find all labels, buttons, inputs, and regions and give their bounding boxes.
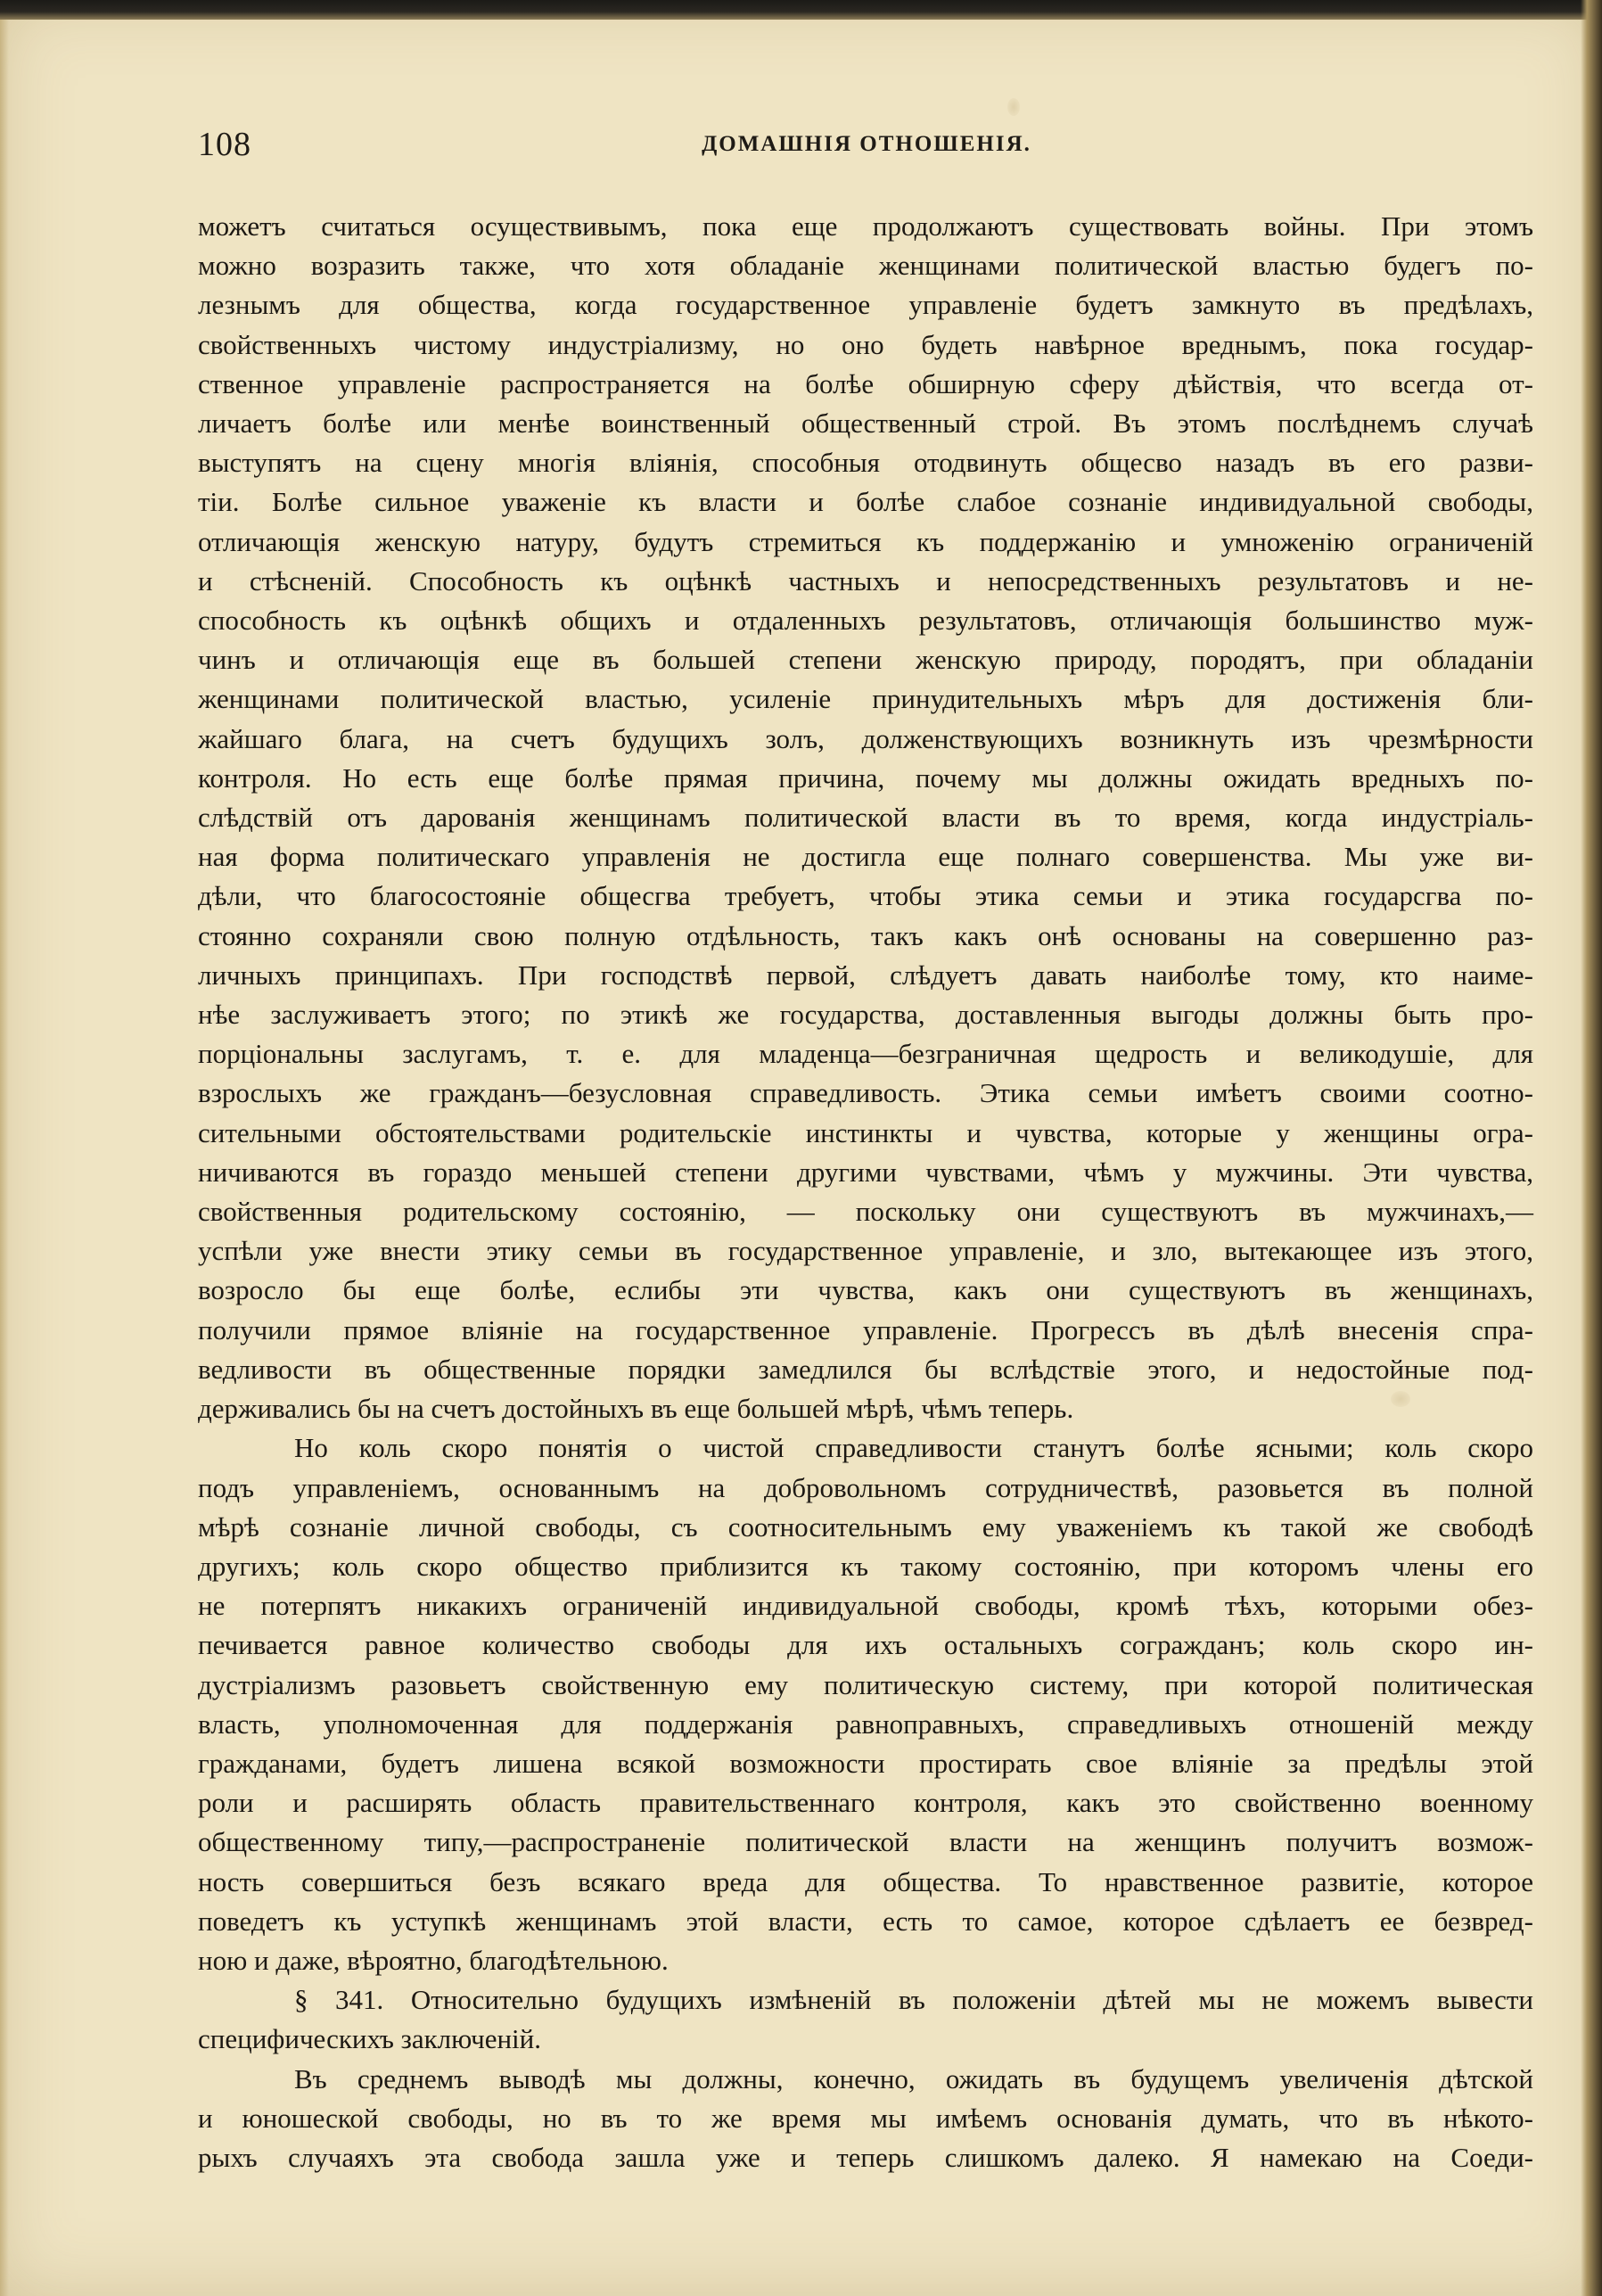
page-right-edge: [1581, 0, 1602, 2296]
text-line: специфическихъ заключеній.: [198, 2023, 542, 2055]
text-line: выступятъ на сцену многія вліянія, способныя отодвинуть общесво назадъ въ его разви-: [198, 447, 1533, 479]
text-line: стоянно сохраняли свою полную отдѣльность, такъ какъ онѣ основаны на совершенно раз-: [198, 919, 1533, 951]
text-line: тіи. Болѣе сильное уваженіе къ власти и болѣе слабое сознаніе индивидуальной свободы,: [198, 486, 1533, 518]
text-line: ность совершиться безъ всякаго вреда для общества. То нравственное развитіе, которое: [198, 1865, 1533, 1897]
text-line: личаетъ болѣе или менѣе воинственный общественный строй. Въ этомъ послѣднемъ случаѣ: [198, 407, 1533, 440]
text-line: лезнымъ для общества, когда государственное управленіе будетъ замкнуто въ предѣлахъ,: [198, 289, 1533, 321]
text-line: не потерпятъ никакихъ ограниченій индивидуальной свободы, кромѣ тѣхъ, которыми обез-: [198, 1590, 1533, 1622]
text-line: свойственныхъ чистому индустріализму, но оно будеть навѣрное вреднымъ, пока государ-: [198, 328, 1533, 360]
text-line: свойственныя родительскому состоянію, — поскольку они существуютъ въ мужчинахъ,—: [198, 1196, 1533, 1228]
page-top-edge: [0, 0, 1602, 20]
text-line: нѣе заслуживаетъ этого; по этикѣ же государства, доставленныя выгоды должны быть про-: [198, 999, 1533, 1031]
text-line: ничиваются въ гораздо меньшей степени другими чувствами, чѣмъ у мужчины. Эти чувства,: [198, 1156, 1533, 1188]
text-line: ною и даже, вѣроятно, благодѣтельною.: [198, 1944, 669, 1976]
text-line: Но коль скоро понятія о чистой справедливости станутъ болѣе ясными; коль скоро: [294, 1432, 1533, 1464]
text-line: подъ управленіемъ, основаннымъ на добровольномъ сотрудничествѣ, разовьется въ полной: [198, 1471, 1533, 1503]
text-line: власть, уполномоченная для поддержанія равноправныхъ, справедливыхъ отношеній между: [198, 1708, 1533, 1740]
text-line: общественному типу,—распространеніе политической власти на женщинъ получитъ возмож-: [198, 1826, 1533, 1858]
text-line: мѣрѣ сознаніе личной свободы, съ соотносительнымъ ему уваженіемъ къ такой же свободѣ: [198, 1510, 1533, 1543]
text-line: возросло бы еще болѣе, еслибы эти чувства, какъ они существуютъ въ женщинахъ,: [198, 1274, 1533, 1306]
text-line: другихъ; коль скоро общество приблизится къ такому состоянію, при которомъ члены его: [198, 1550, 1533, 1582]
text-line: успѣли уже внести этику семьи въ государственное управленіе, и зло, вытекающее изъ этого,: [198, 1235, 1533, 1267]
text-line: получили прямое вліяніе на государственное управленіе. Прогрессъ въ дѣлѣ внесенія спра-: [198, 1313, 1533, 1346]
text-line: и юношеской свободы, но въ то же время мы имѣемъ основанія думать, что въ нѣкото-: [198, 2102, 1533, 2134]
text-line: слѣдствій отъ дарованія женщинамъ политической власти въ то время, когда индустріаль-: [198, 802, 1533, 834]
text-line: ная форма политическаго управленія не достигла еще полнаго совершенства. Мы уже ви-: [198, 841, 1533, 873]
text-line: дѣли, что благосостояніе общесгва требуетъ, чтобы этика семьи и этика государсгва по-: [198, 880, 1533, 912]
text-line: взрослыхъ же гражданъ—безусловная справедливость. Этика семьи имѣетъ своими соотно-: [198, 1077, 1533, 1109]
text-line: можно возразить также, что хотя обладаніе женщинами политической властью будегъ по-: [198, 250, 1533, 282]
text-line: ведливости въ общественные порядки замедлился бы вслѣдствіе этого, и недостойные под-: [198, 1353, 1533, 1385]
text-line: роли и расширять область правительственнаго контроля, какъ это свойственно военному: [198, 1787, 1533, 1819]
text-line: рыхъ случаяхъ эта свобода зашла уже и теперь слишкомъ далеко. Я намекаю на Соеди-: [198, 2141, 1533, 2173]
text-line: печивается равное количество свободы для ихъ остальныхъ согражданъ; коль скоро ин-: [198, 1629, 1533, 1661]
running-title: ДОМАШНІЯ ОТНОШЕНІЯ.: [702, 132, 1031, 156]
text-line: сительными обстоятельствами родительскіе инстинкты и чувства, которые у женщины огра-: [198, 1116, 1533, 1148]
text-line: личныхъ принципахъ. При господствѣ первой, слѣдуетъ давать наиболѣе тому, кто наиме-: [198, 959, 1533, 991]
text-line: и стѣсненій. Способность къ оцѣнкѣ частныхъ и непосредственныхъ результатовъ и не-: [198, 564, 1533, 597]
text-line: поведетъ къ уступкѣ женщинамъ этой власти, есть то самое, которое сдѣлаетъ ее безвред-: [198, 1905, 1533, 1937]
text-line: ственное управленіе распространяется на болѣе обширную сферу дѣйствія, что всегда от-: [198, 367, 1533, 399]
text-line: можетъ считаться осуществивымъ, пока еще продолжаютъ существовать войны. При этомъ: [198, 210, 1533, 242]
text-line: чинъ и отличающія еще въ большей степени женскую природу, породятъ, при обладаніи: [198, 644, 1533, 676]
text-line: держивались бы на счетъ достойныхъ въ еще большей мѣрѣ, чѣмъ теперь.: [198, 1393, 1074, 1425]
text-line: жайшаго блага, на счетъ будущихъ золъ, долженствующихъ возникнуть изъ чрезмѣрности: [198, 722, 1533, 754]
text-line: способность къ оцѣнкѣ общихъ и отдаленныхъ результатовъ, отличающія большинство муж-: [198, 605, 1533, 637]
text-line: дустріализмъ разовьетъ свойственную ему политическую систему, при которой политическая: [198, 1668, 1533, 1700]
page-header: [198, 125, 1535, 178]
text-line: гражданами, будетъ лишена всякой возможности простирать свое вліяніе за предѣлы этой: [198, 1747, 1533, 1779]
page-number: 108: [198, 126, 251, 163]
text-line: женщинами политической властью, усиленіе принудительныхъ мѣръ для достиженія бли-: [198, 683, 1533, 715]
section-heading-line: § 341. Относительно будущихъ измѣненій въ положеніи дѣтей мы не можемъ вывести: [294, 1984, 1533, 2016]
text-line: порціональны заслугамъ, т. е. для младенца—безграничная щедрость и великодушіе, для: [198, 1038, 1533, 1070]
text-line: Въ среднемъ выводѣ мы должны, конечно, ожидать въ будущемъ увеличенія дѣтской: [294, 2062, 1533, 2094]
text-line: контроля. Но есть еще болѣе прямая причина, почему мы должны ожидать вредныхъ по-: [198, 761, 1533, 794]
ink-spot: [1007, 98, 1020, 116]
body-text: [198, 207, 1533, 2177]
page-left-edge: [0, 20, 9, 2296]
text-line: отличающія женскую натуру, будутъ стремиться къ поддержанію и умноженію ограниченій: [198, 525, 1533, 557]
